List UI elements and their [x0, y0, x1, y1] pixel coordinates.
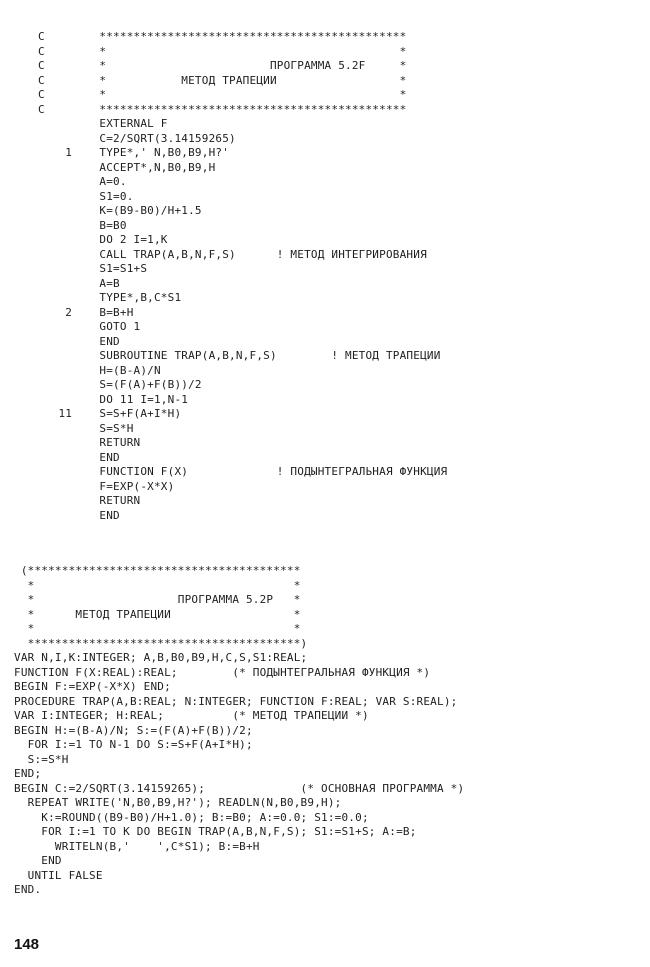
- pascal-program-listing: (**************************************** * * * ПРОГРАММА 5.2P * * МЕТОД ТРАПЕЦИИ * * * ****************************************) VAR N,I,K:INTEGER; A,B,B0,B9,H,C,S,S1:REAL; FUNCTION F(X:REAL):REAL; (* ПОДЫНТЕГРАЛЬНАЯ ФУНКЦИЯ *) BEGIN F:=EXP(-X*X) END; PROCEDURE TRAP(A,B:REAL; N:INTEGER; FUNCTION F:REAL; VAR S:REAL); VAR I:INTEGER; H:REAL; (* МЕТОД ТРАПЕЦИИ *) BEGIN H:=(B-A)/N; S:=(F(A)+F(B))/2; FOR I:=1 TO N-1 DO S:=S+F(A+I*H); S:=S*H END; BEGIN C:=2/SQRT(3.14159265); (* ОСНОВНАЯ ПРОГРАММА *) REPEAT WRITE('N,B0,B9,H?'); READLN(N,B0,B9,H); K:=ROUND((B9-B0)/H+1.0); B:=B0; A:=0.0; S1:=0.0; FOR I:=1 TO K DO BEGIN TRAP(A,B,N,F,S); S1:=S1+S; A:=B; WRITELN(B,' ',C*S1); B:=B+H END UNTIL FALSE END.: [14, 564, 465, 896]
- page-number: 148: [14, 936, 40, 953]
- fortran-program-listing: C ********************************************* C * * C * ПРОГРАММА 5.2F * C * МЕТОД ТРАПЕЦИИ * C * * C ********************************************* EXTERNAL F C=2/SQRT(3.14159265) 1 TYPE*,' N,B0,B9,H?' ACCEPT*,N,B0,B9,H A=0. S1=0. K=(B9-B0)/H+1.5 B=B0 DO 2 I=1,K CALL TRAP(A,B,N,F,S) ! МЕТОД ИНТЕГРИРОВАНИЯ S1=S1+S A=B TYPE*,B,C*S1 2 B=B+H GOTO 1 END SUBROUTINE TRAP(A,B,N,F,S) ! МЕТОД ТРАПЕЦИИ H=(B-A)/N S=(F(A)+F(B))/2 DO 11 I=1,N-1 11 S=S+F(A+I*H) S=S*H RETURN END FUNCTION F(X) ! ПОДЫНТЕГРАЛЬНАЯ ФУНКЦИЯ F=EXP(-X*X) RETURN END: [38, 30, 448, 522]
